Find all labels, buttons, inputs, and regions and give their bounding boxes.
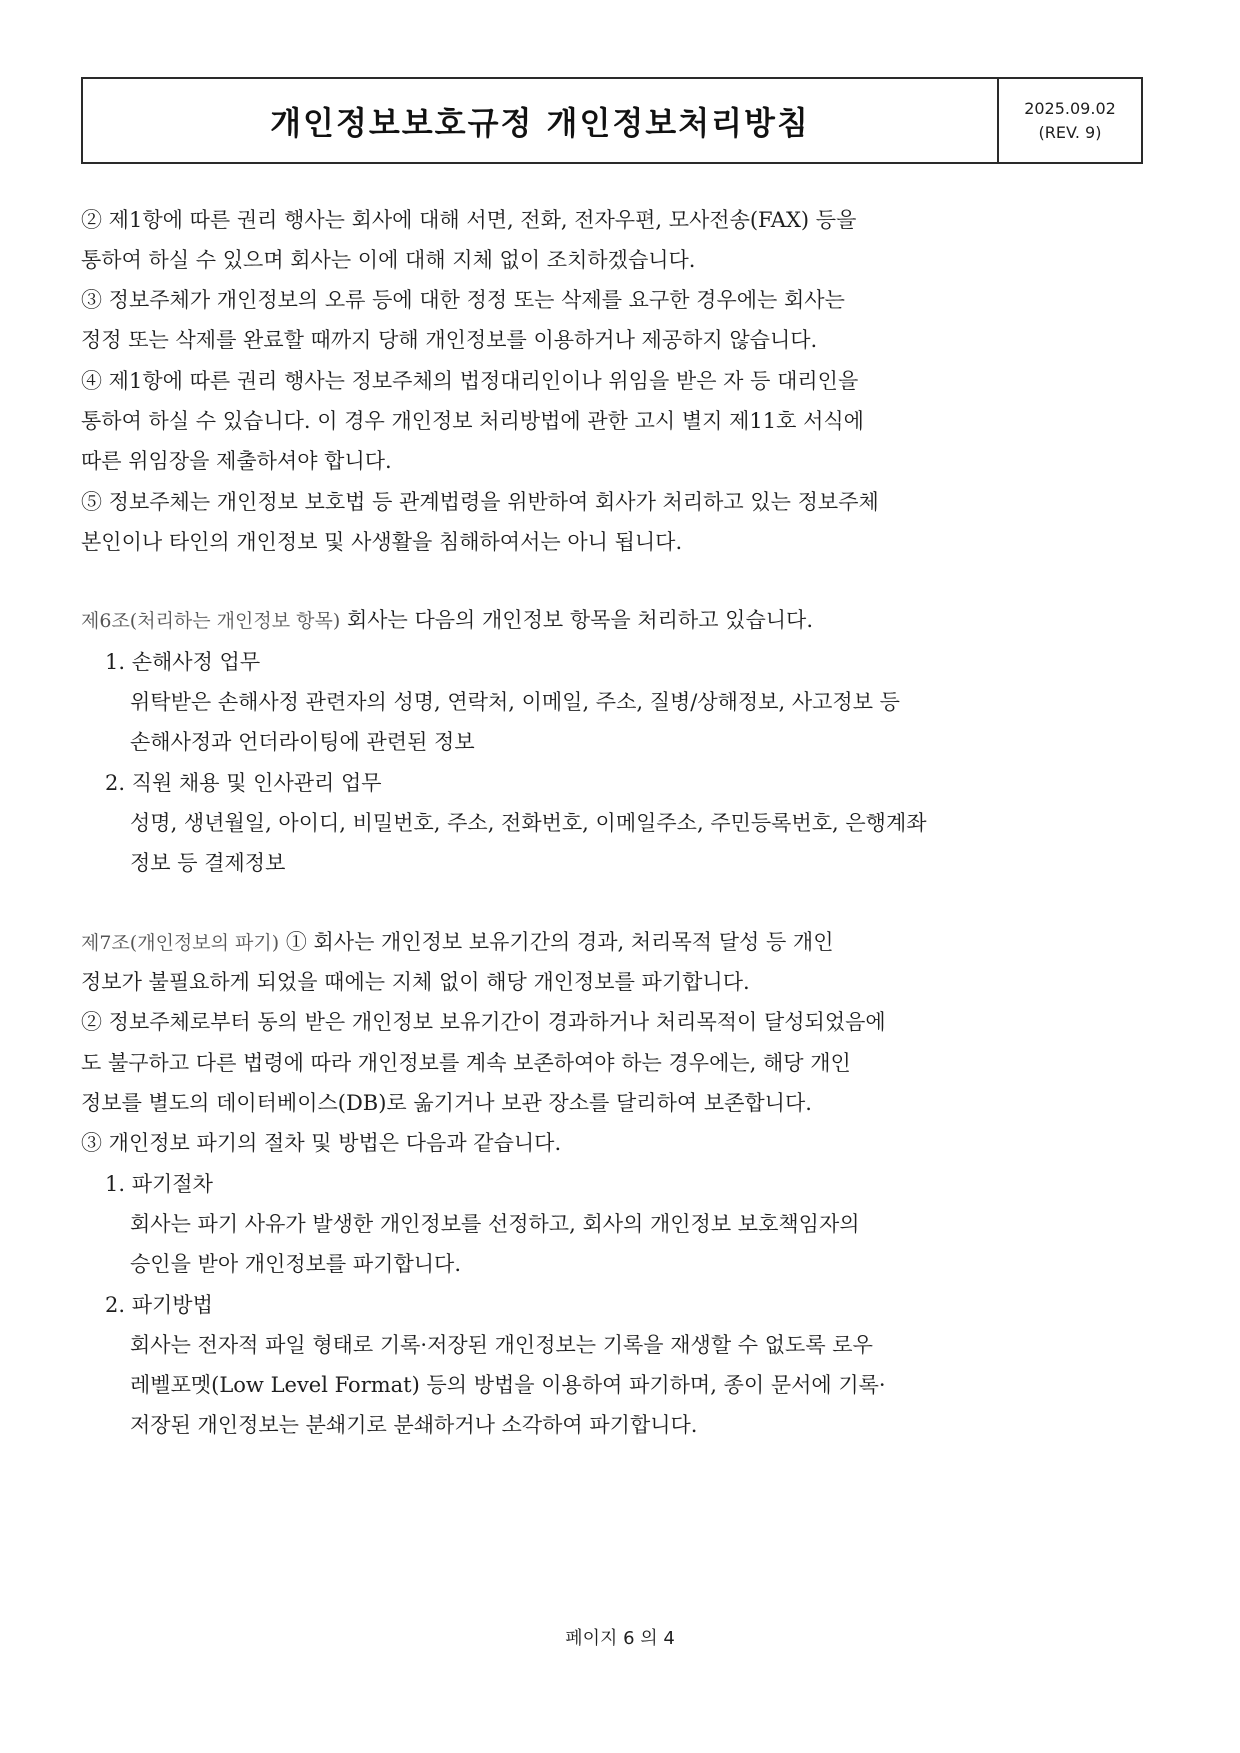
article-6-item-1-text: 손해사정과 언더라이팅에 관련된 정보 bbox=[130, 730, 475, 754]
paragraph-line: ③ 개인정보 파기의 절차 및 방법은 다음과 같습니다. bbox=[81, 1131, 562, 1155]
paragraph-line: ② 제1항에 따른 권리 행사는 회사에 대해 서면, 전화, 전자우편, 모사전송(FAX) 등을 bbox=[81, 208, 857, 232]
revision-box bbox=[997, 79, 1141, 162]
paragraph-line: ④ 제1항에 따른 권리 행사는 정보주체의 법정대리인이나 위임을 받은 자 등 대리인을 bbox=[81, 369, 859, 393]
paragraph-line: 통하여 하실 수 있습니다. 이 경우 개인정보 처리방법에 관한 고시 별지 제11호 서식에 bbox=[81, 409, 864, 433]
revision-date: 2025.09.02 bbox=[1024, 98, 1116, 118]
page-number: 페이지 6 의 4 bbox=[565, 1628, 675, 1649]
paragraph-line: 본인이나 타인의 개인정보 및 사생활을 침해하여서는 아니 됩니다. bbox=[81, 530, 683, 554]
article-7-item-2-text: 회사는 전자적 파일 형태로 기록·저장된 개인정보는 기록을 재생할 수 없도록 로우 bbox=[130, 1333, 873, 1357]
document-header bbox=[81, 77, 1143, 164]
article-7-item-2-title: 2. 파기방법 bbox=[105, 1293, 213, 1317]
article-6-intro: 회사는 다음의 개인정보 항목을 처리하고 있습니다. bbox=[346, 608, 813, 632]
article-6-item-1-text: 위탁받은 손해사정 관련자의 성명, 연락처, 이메일, 주소, 질병/상해정보, 사고정보 등 bbox=[130, 690, 900, 714]
article-6-item-2-text: 성명, 생년월일, 아이디, 비밀번호, 주소, 전화번호, 이메일주소, 주민등록번호, 은행계좌 bbox=[130, 811, 927, 835]
article-7-clause-1: ① 회사는 개인정보 보유기간의 경과, 처리목적 달성 등 개인 bbox=[285, 930, 834, 954]
paragraph-line: 정정 또는 삭제를 완료할 때까지 당해 개인정보를 이용하거나 제공하지 않습니다. bbox=[81, 328, 818, 352]
paragraph-line: 정보가 불필요하게 되었을 때에는 지체 없이 해당 개인정보를 파기합니다. bbox=[81, 970, 750, 994]
article-6-item-1-title: 1. 손해사정 업무 bbox=[105, 650, 261, 674]
article-6-item-2-title: 2. 직원 채용 및 인사관리 업무 bbox=[105, 771, 382, 795]
paragraph-line: 통하여 하실 수 있으며 회사는 이에 대해 지체 없이 조치하겠습니다. bbox=[81, 248, 696, 272]
paragraph-line: 정보를 별도의 데이터베이스(DB)로 옮기거나 보관 장소를 달리하여 보존합니다. bbox=[81, 1091, 812, 1115]
article-7-item-2-text: 레벨포멧(Low Level Format) 등의 방법을 이용하여 파기하며, 종이 문서에 기록· bbox=[130, 1373, 886, 1397]
article-6-item-2-text: 정보 등 결제정보 bbox=[130, 851, 286, 875]
article-7-item-1-text: 승인을 받아 개인정보를 파기합니다. bbox=[130, 1252, 461, 1276]
article-7-item-1-text: 회사는 파기 사유가 발생한 개인정보를 선정하고, 회사의 개인정보 보호책임자의 bbox=[130, 1212, 860, 1236]
paragraph-line: ③ 정보주체가 개인정보의 오류 등에 대한 정정 또는 삭제를 요구한 경우에는 회사는 bbox=[81, 288, 845, 312]
article-6-heading: 제6조(처리하는 개인정보 항목) bbox=[81, 610, 341, 632]
article-7-heading: 제7조(개인정보의 파기) bbox=[81, 932, 280, 954]
article-6-first-line bbox=[81, 604, 813, 634]
document-title: 개인정보보호규정 개인정보처리방침 bbox=[270, 103, 810, 142]
paragraph-line: ② 정보주체로부터 동의 받은 개인정보 보유기간이 경과하거나 처리목적이 달성되었음에 bbox=[81, 1010, 886, 1034]
revision-number: (REV. 9) bbox=[1038, 122, 1102, 142]
paragraph-line: 도 불구하고 다른 법령에 따라 개인정보를 계속 보존하여야 하는 경우에는, 해당 개인 bbox=[81, 1051, 851, 1075]
article-7-item-1-title: 1. 파기절차 bbox=[105, 1172, 213, 1196]
paragraph-line: ⑤ 정보주체는 개인정보 보호법 등 관계법령을 위반하여 회사가 처리하고 있는 정보주체 bbox=[81, 490, 879, 514]
article-7-item-2-text: 저장된 개인정보는 분쇄기로 분쇄하거나 소각하여 파기합니다. bbox=[130, 1413, 698, 1437]
paragraph-line: 따른 위임장을 제출하셔야 합니다. bbox=[81, 449, 392, 473]
article-7-first-line bbox=[81, 926, 833, 956]
